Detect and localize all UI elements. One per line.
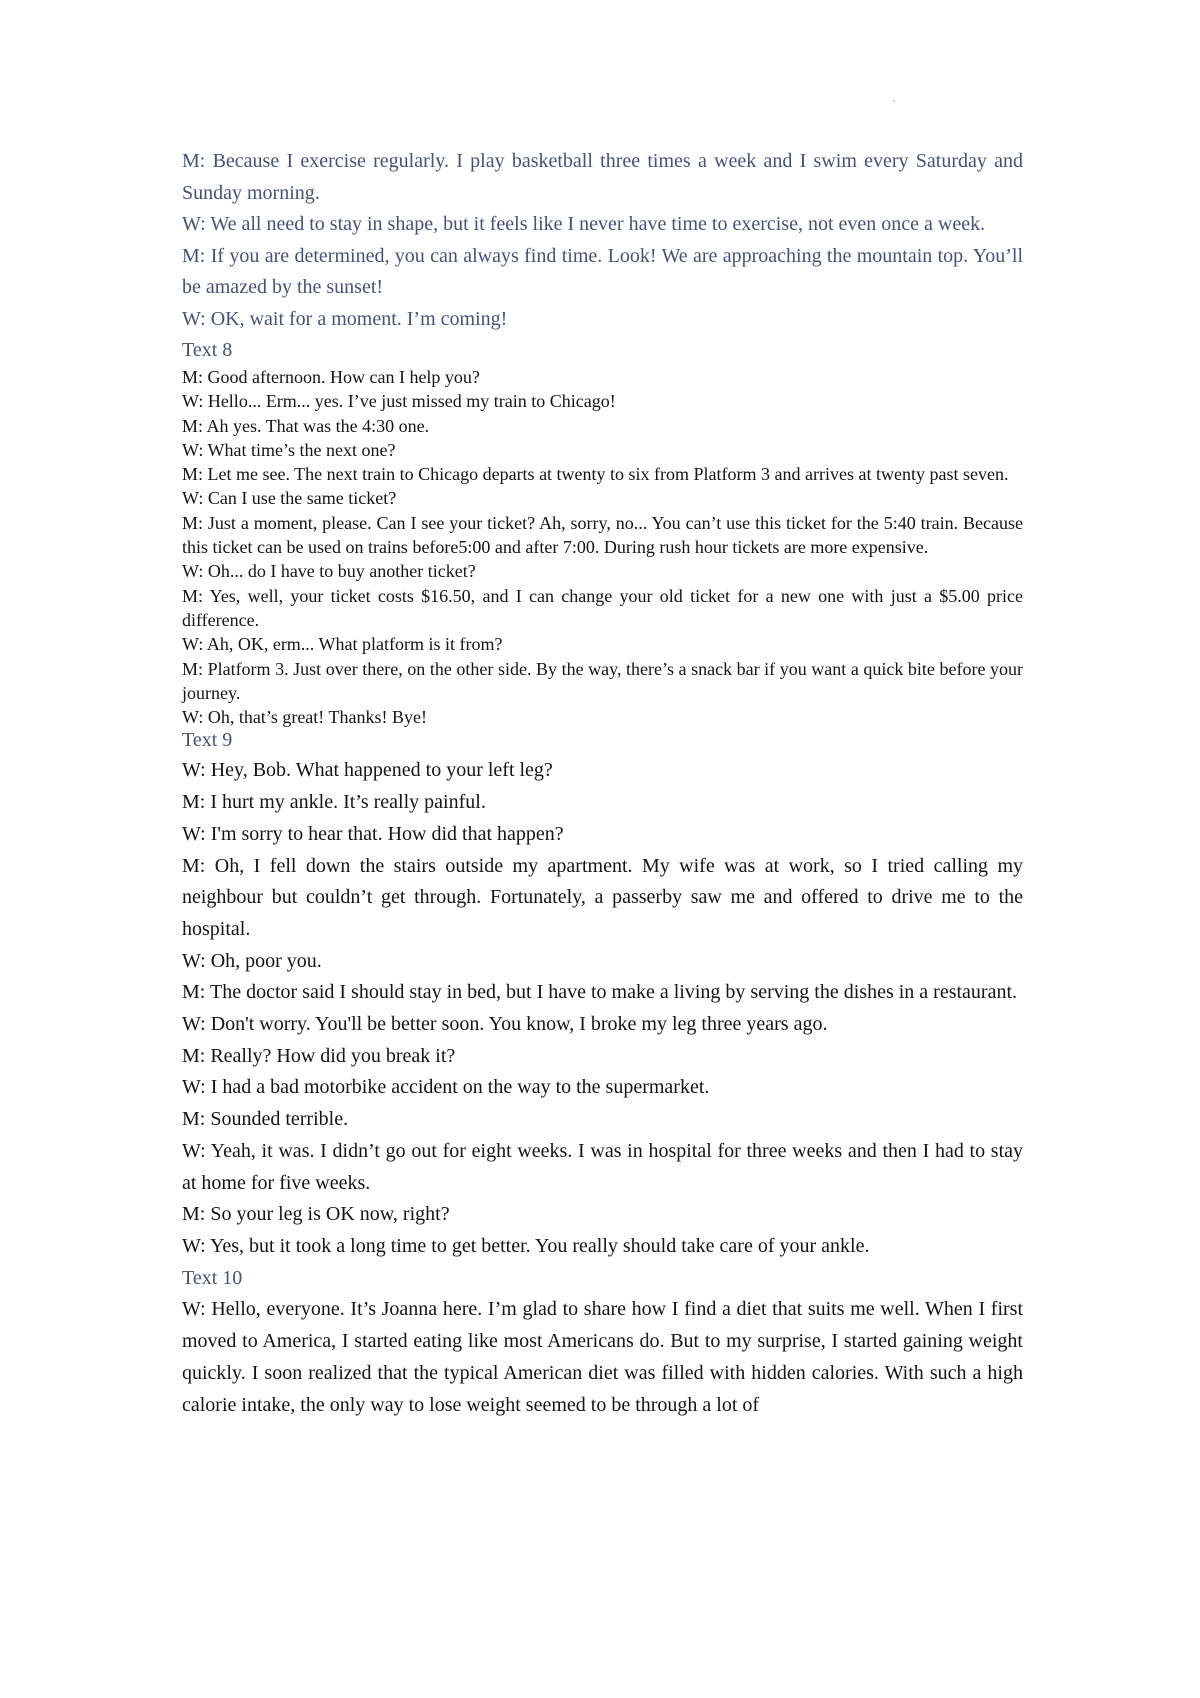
scan-speck [893,100,895,102]
dialogue-line: M: Because I exercise regularly. I play basketball three times a week and I swim every Saturday and Sunday morning. [182,150,1023,204]
dialogue-line: W: Ah, OK, erm... What platform is it from? [182,634,503,655]
text-9-body [182,755,1023,1262]
dialogue-line: M: Just a moment, please. Can I see your ticket? Ah, sorry, no... You can’t use this ticket for the 5:40 train. Because this ticket can be used on trains before5:00 and after 7:00. During rush hour tickets are more expensive. [182,512,1023,558]
dialogue-line: W: Yeah, it was. I didn’t go out for eight weeks. I was in hospital for three weeks and then I had to stay at home for five weeks. [182,1139,1023,1194]
text-9-heading: Text 9 [182,729,233,752]
dialogue-line: M: Really? How did you break it? [182,1044,456,1067]
text7-continuation [182,146,1023,335]
dialogue-line: M: Sounded terrible. [182,1108,349,1131]
dialogue-line: W: Hey, Bob. What happened to your left leg? [182,759,553,782]
dialogue-line: W: Oh, that’s great! Thanks! Bye! [182,707,427,728]
dialogue-line: M: Ah yes. That was the 4:30 one. [182,415,430,436]
dialogue-line: W: What time’s the next one? [182,439,396,460]
dialogue-line: M: Oh, I fell down the stairs outside my apartment. My wife was at work, so I tried calling my neighbour but couldn’t get through. Fortunately, a passerby saw me and offered to drive me to the hospital. [182,854,1023,940]
document-content [182,146,1023,1421]
dialogue-line: M: Platform 3. Just over there, on the other side. By the way, there’s a snack bar if you want a quick bite before your journey. [182,658,1023,703]
dialogue-line: W: I'm sorry to hear that. How did that happen? [182,822,564,845]
dialogue-line: W: Yes, but it took a long time to get better. You really should take care of your ankle. [182,1235,870,1257]
dialogue-line: M: I hurt my ankle. It’s really painful. [182,791,486,814]
dialogue-line: M: If you are determined, you can always find time. Look! We are approaching the mountain top. You’ll be amazed by the sunset! [182,244,1023,298]
dialogue-line: M: So your leg is OK now, right? [182,1203,450,1226]
dialogue-line: M: Good afternoon. How can I help you? [182,367,480,387]
dialogue-line: W: Hello... Erm... yes. I’ve just missed my train to Chicago! [182,391,616,412]
dialogue-line: W: Don't worry. You'll be better soon. You know, I broke my leg three years ago. [182,1013,828,1036]
dialogue-line: W: We all need to stay in shape, but it feels like I never have time to exercise, not even once a week. [182,213,986,235]
dialogue-line: W: OK, wait for a moment. I’m coming! [182,307,508,330]
dialogue-line: W: Oh... do I have to buy another ticket? [182,561,476,582]
monologue-paragraph: W: Hello, everyone. It’s Joanna here. I’m glad to share how I find a diet that suits me well. When I first moved to America, I started eating like most Americans do. But to my surprise, I started gaining weight quickly. I soon realized that the typical American diet was filled with hidden calories. With such a high calorie intake, the only way to lose weight seemed to be through a lot of [182,1298,1023,1416]
text-10-heading: Text 10 [182,1266,243,1289]
text-8-heading: Text 8 [182,339,233,361]
dialogue-line: M: The doctor said I should stay in bed, but I have to make a living by serving the dishes in a restaurant. [182,981,1018,1004]
dialogue-line: M: Yes, well, your ticket costs $16.50, and I can change your old ticket for a new one with just a $5.00 price difference. [182,585,1023,630]
text-8-body [182,365,1023,729]
dialogue-line: W: Oh, poor you. [182,949,322,972]
dialogue-line: M: Let me see. The next train to Chicago departs at twenty to six from Platform 3 and arrives at twenty past seven. [182,464,1009,485]
dialogue-line: W: I had a bad motorbike accident on the way to the supermarket. [182,1076,710,1099]
dialogue-line: W: Can I use the same ticket? [182,488,397,509]
text-10-body [182,1294,1023,1421]
